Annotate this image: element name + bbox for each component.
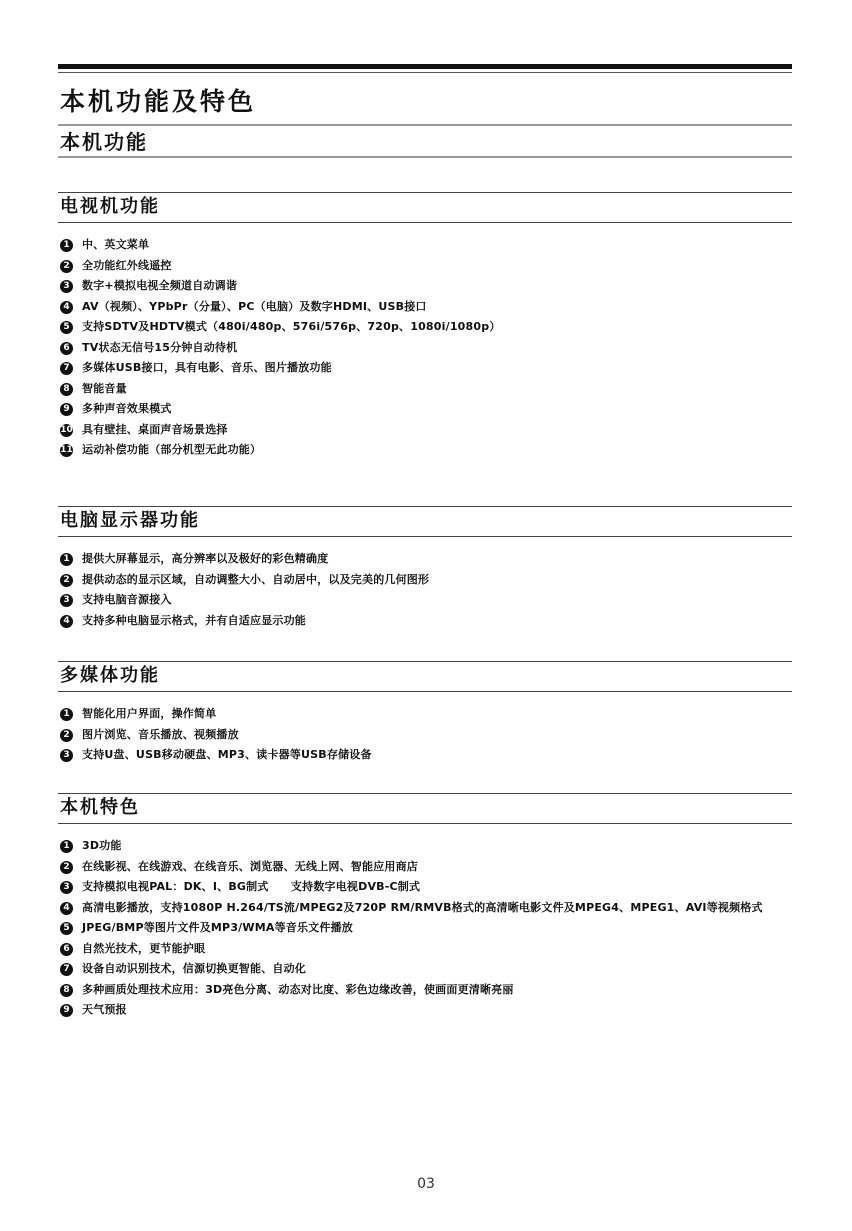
section-header: [58, 793, 792, 824]
section-heading: 电脑显示器功能: [60, 510, 200, 531]
number-badge: 3: [60, 749, 73, 762]
number-badge: 11: [60, 445, 73, 455]
list-item-text: JPEG/BMP等图片文件及MP3/WMA等音乐文件播放: [82, 921, 353, 934]
top-rule-thin: [58, 72, 792, 73]
list-item-text: 数字+模拟电视全频道自动调谐: [82, 279, 238, 292]
list-item-text: 天气预报: [82, 1003, 127, 1016]
feature-list: [58, 549, 792, 631]
page-number: 03: [417, 1176, 435, 1192]
number-badge: 7: [60, 963, 73, 976]
list-item-text: 支持电脑音源接入: [82, 593, 172, 606]
list-item-text: 支持多种电脑显示格式，并有自适应显示功能: [82, 613, 306, 627]
number-badge: 4: [60, 615, 73, 628]
list-item-text: AV（视频）、YPbPr（分量）、PC（电脑）及数字HDMI、USB接口: [82, 299, 427, 313]
number-badge: 7: [60, 362, 73, 375]
list-item: [58, 725, 792, 746]
section-heading: 本机特色: [60, 797, 140, 818]
number-badge: 6: [60, 342, 73, 355]
number-badge: 2: [60, 861, 73, 874]
title-divider: [58, 124, 792, 126]
number-badge: 8: [60, 984, 73, 997]
list-item: [58, 877, 792, 898]
number-badge: 1: [60, 840, 73, 853]
list-item: [58, 420, 792, 441]
list-item-text: 中、英文菜单: [82, 238, 150, 251]
section-header: [58, 506, 792, 537]
top-rule-thick: [58, 64, 792, 69]
list-item: [58, 358, 792, 379]
number-badge: 5: [60, 922, 73, 935]
list-item: [58, 745, 792, 766]
list-item-text: 支持U盘、USB移动硬盘、MP3、读卡器等USB存储设备: [82, 748, 372, 761]
list-item: [58, 939, 792, 960]
list-item: [58, 1000, 792, 1021]
list-item: [58, 297, 792, 318]
list-item: [58, 590, 792, 611]
list-item-text: 在线影视、在线游戏、在线音乐、浏览器、无线上网、智能应用商店: [82, 859, 418, 873]
number-badge: 3: [60, 594, 73, 607]
number-badge: 2: [60, 574, 73, 587]
list-item: [58, 980, 792, 1001]
list-item: [58, 918, 792, 939]
number-badge: 1: [60, 553, 73, 566]
number-badge: 8: [60, 383, 73, 396]
page-title: 本机功能及特色: [60, 87, 257, 116]
list-item: [58, 857, 792, 878]
list-item-text: 支持SDTV及HDTV模式（480i/480p、576i/576p、720p、1080i/1080p）: [82, 320, 501, 333]
number-badge: 3: [60, 280, 73, 293]
list-item-text: 智能音量: [82, 381, 127, 395]
section-multimedia-functions: [58, 661, 792, 766]
number-badge: 2: [60, 260, 73, 273]
section-heading: 多媒体功能: [60, 665, 160, 686]
list-item: [58, 276, 792, 297]
list-item: [58, 836, 792, 857]
number-badge: 1: [60, 708, 73, 721]
list-item-text: 高清电影播放，支持1080P H.264/TS流/MPEG2及720P RM/RMVB格式的高清晰电影文件及MPEG4、MPEG1、AVI等视频格式: [82, 900, 763, 914]
list-item-text: 提供动态的显示区域，自动调整大小、自动居中，以及完美的几何图形: [82, 572, 430, 586]
number-badge: 5: [60, 321, 73, 334]
list-item: [58, 379, 792, 400]
list-item-text: 自然光技术，更节能护眼: [82, 941, 206, 955]
feature-list: [58, 704, 792, 766]
list-item-text: 支持模拟电视PAL：DK、I、BG制式 支持数字电视DVB-C制式: [82, 880, 421, 893]
feature-list: [58, 836, 792, 1021]
number-badge: 10: [60, 424, 73, 435]
list-item-text: 全功能红外线遥控: [82, 258, 172, 272]
list-item: [58, 611, 792, 632]
list-item-text: TV状态无信号15分钟自动待机: [82, 340, 238, 354]
section-product-features: [58, 793, 792, 1021]
number-badge: 4: [60, 301, 73, 314]
list-item: [58, 959, 792, 980]
section-heading: 电视机功能: [60, 196, 160, 217]
section-pc-monitor-functions: [58, 506, 792, 631]
number-badge: 9: [60, 403, 73, 416]
section-tv-functions: [58, 192, 792, 461]
page-subtitle: 本机功能: [60, 130, 148, 154]
list-item: [58, 440, 792, 461]
list-item-text: 多种声音效果模式: [82, 402, 172, 415]
number-badge: 9: [60, 1004, 73, 1017]
list-item-text: 图片浏览、音乐播放、视频播放: [82, 727, 239, 741]
list-item-text: 智能化用户界面，操作简单: [82, 707, 217, 720]
list-item-text: 设备自动识别技术，信源切换更智能、自动化: [82, 962, 306, 975]
subtitle-divider: [58, 156, 792, 158]
list-item-text: 多媒体USB接口，具有电影、音乐、图片播放功能: [82, 361, 332, 374]
list-item: [58, 399, 792, 420]
number-badge: 3: [60, 881, 73, 894]
list-item: [58, 898, 792, 919]
list-item: [58, 338, 792, 359]
list-item-text: 具有壁挂、桌面声音场景选择: [82, 422, 228, 436]
number-badge: 1: [60, 239, 73, 252]
list-item-text: 提供大屏幕显示，高分辨率以及极好的彩色精确度: [82, 552, 329, 565]
number-badge: 4: [60, 902, 73, 915]
list-item-text: 3D功能: [82, 839, 122, 852]
list-item: [58, 704, 792, 725]
list-item: [58, 256, 792, 277]
list-item: [58, 317, 792, 338]
list-item: [58, 235, 792, 256]
section-header: [58, 192, 792, 223]
number-badge: 6: [60, 943, 73, 956]
section-header: [58, 661, 792, 692]
list-item: [58, 549, 792, 570]
number-badge: 2: [60, 729, 73, 742]
feature-list: [58, 235, 792, 461]
list-item-text: 多种画质处理技术应用：3D亮色分离、动态对比度、彩色边缘改善，使画面更清晰亮丽: [82, 982, 514, 996]
list-item-text: 运动补偿功能（部分机型无此功能）: [82, 443, 262, 456]
list-item: [58, 570, 792, 591]
